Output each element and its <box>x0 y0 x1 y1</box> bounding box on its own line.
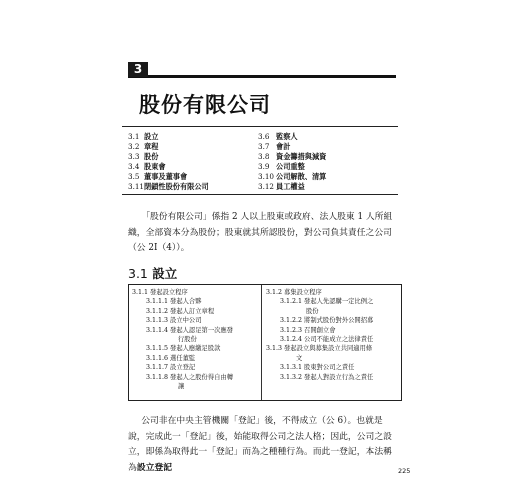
outline-row: 股份 <box>306 307 319 315</box>
outline-row: 3.1.1.1 發起人合夥 <box>146 298 202 306</box>
outline-left-column <box>132 288 260 391</box>
contents-item: 3.3 股份 <box>128 151 159 161</box>
contents-item: 3.12 員工權益 <box>258 181 305 191</box>
outline-row: 3.1.3.2 發起人對設立行為之責任 <box>280 373 374 381</box>
contents-item: 3.4 股東會 <box>128 161 166 171</box>
outline-row: 讓 <box>178 383 185 391</box>
contents-item: 3.5 董事及董事會 <box>128 171 188 181</box>
contents-item: 3.7 會計 <box>258 141 291 151</box>
outline-row: 3.1.3 發起設立與募集設立共同適用條 <box>266 345 373 353</box>
intro-paragraph: 「股份有限公司」係指 2 人以上股東或政府、法人股東 1 人所組織，全部資本分為股份；股東就其所認股份，對公司負其責任之公司（公 2Ⅰ（4））。 <box>128 212 393 253</box>
outline-row: 3.1.3.1 股東對公司之責任 <box>280 364 355 372</box>
contents-item: 3.1 設立 <box>128 132 159 141</box>
outline-row: 3.1.1 發起設立程序 <box>132 289 188 296</box>
outline-row: 3.1.2.1 發起人先認購一定比例之 <box>280 298 374 306</box>
chapter-title: 股份有限公司 <box>139 93 271 117</box>
closing-paragraph <box>128 414 396 476</box>
section-outline-box <box>128 284 402 401</box>
outline-row: 3.1.1.3 設立中公司 <box>146 317 202 325</box>
outline-row: 文 <box>296 354 303 362</box>
page-number: 225 <box>398 467 411 475</box>
contents-item: 3.11閉鎖性股份有限公司 <box>128 181 209 191</box>
outline-divider <box>261 285 262 400</box>
outline-right-column <box>266 288 399 382</box>
section-number: 3.1 <box>128 266 148 281</box>
contents-item: 3.6 監察人 <box>258 132 298 141</box>
closing-paragraph-text: 公司非在中央主管機關「登記」後，不得成立（公 6）。也就是說，完成此一「登記」後，始能取得公司之法人格；因此，公司之設立，即係為取得此一「登記」而為之種種行為。而此一登記，本法稱為 <box>128 416 392 473</box>
closing-paragraph-emphasis: 設立登記 <box>136 462 173 473</box>
chapter-number: 3 <box>128 62 148 77</box>
outline-row: 3.1.1.6 選任董監 <box>146 354 196 362</box>
outline-row: 3.1.1.2 發起人訂立章程 <box>146 307 215 315</box>
chapter-rule <box>128 75 396 78</box>
outline-row: 3.1.1.7 設立登記 <box>146 364 196 372</box>
chapter-contents-box <box>122 126 398 195</box>
outline-row: 3.1.2.2 將制式股份對外公開招募 <box>280 317 374 325</box>
outline-row: 3.1.1.5 發起人應繳足股款 <box>146 345 221 353</box>
outline-row: 行股份 <box>178 336 197 344</box>
outline-row: 3.1.2 募集設立程序 <box>266 289 322 296</box>
contents-item: 3.10 公司解散、清算 <box>258 171 327 181</box>
contents-right-column <box>258 132 326 191</box>
contents-left-column <box>128 132 209 191</box>
contents-item: 3.9 公司重整 <box>258 161 305 171</box>
outline-row: 3.1.1.4 發起人認足第一次應發 <box>146 326 234 334</box>
section-title: 設立 <box>152 266 178 281</box>
outline-row: 3.1.1.8 發起人之股份得自由轉 <box>146 373 234 381</box>
section-heading <box>128 264 177 282</box>
outline-row: 3.1.2.3 召開創立會 <box>280 326 336 334</box>
contents-item: 3.2 章程 <box>128 141 159 151</box>
contents-item: 3.8 資金籌措與減資 <box>258 151 327 161</box>
outline-row: 3.1.2.4 公司不能成立之法律責任 <box>280 336 374 344</box>
